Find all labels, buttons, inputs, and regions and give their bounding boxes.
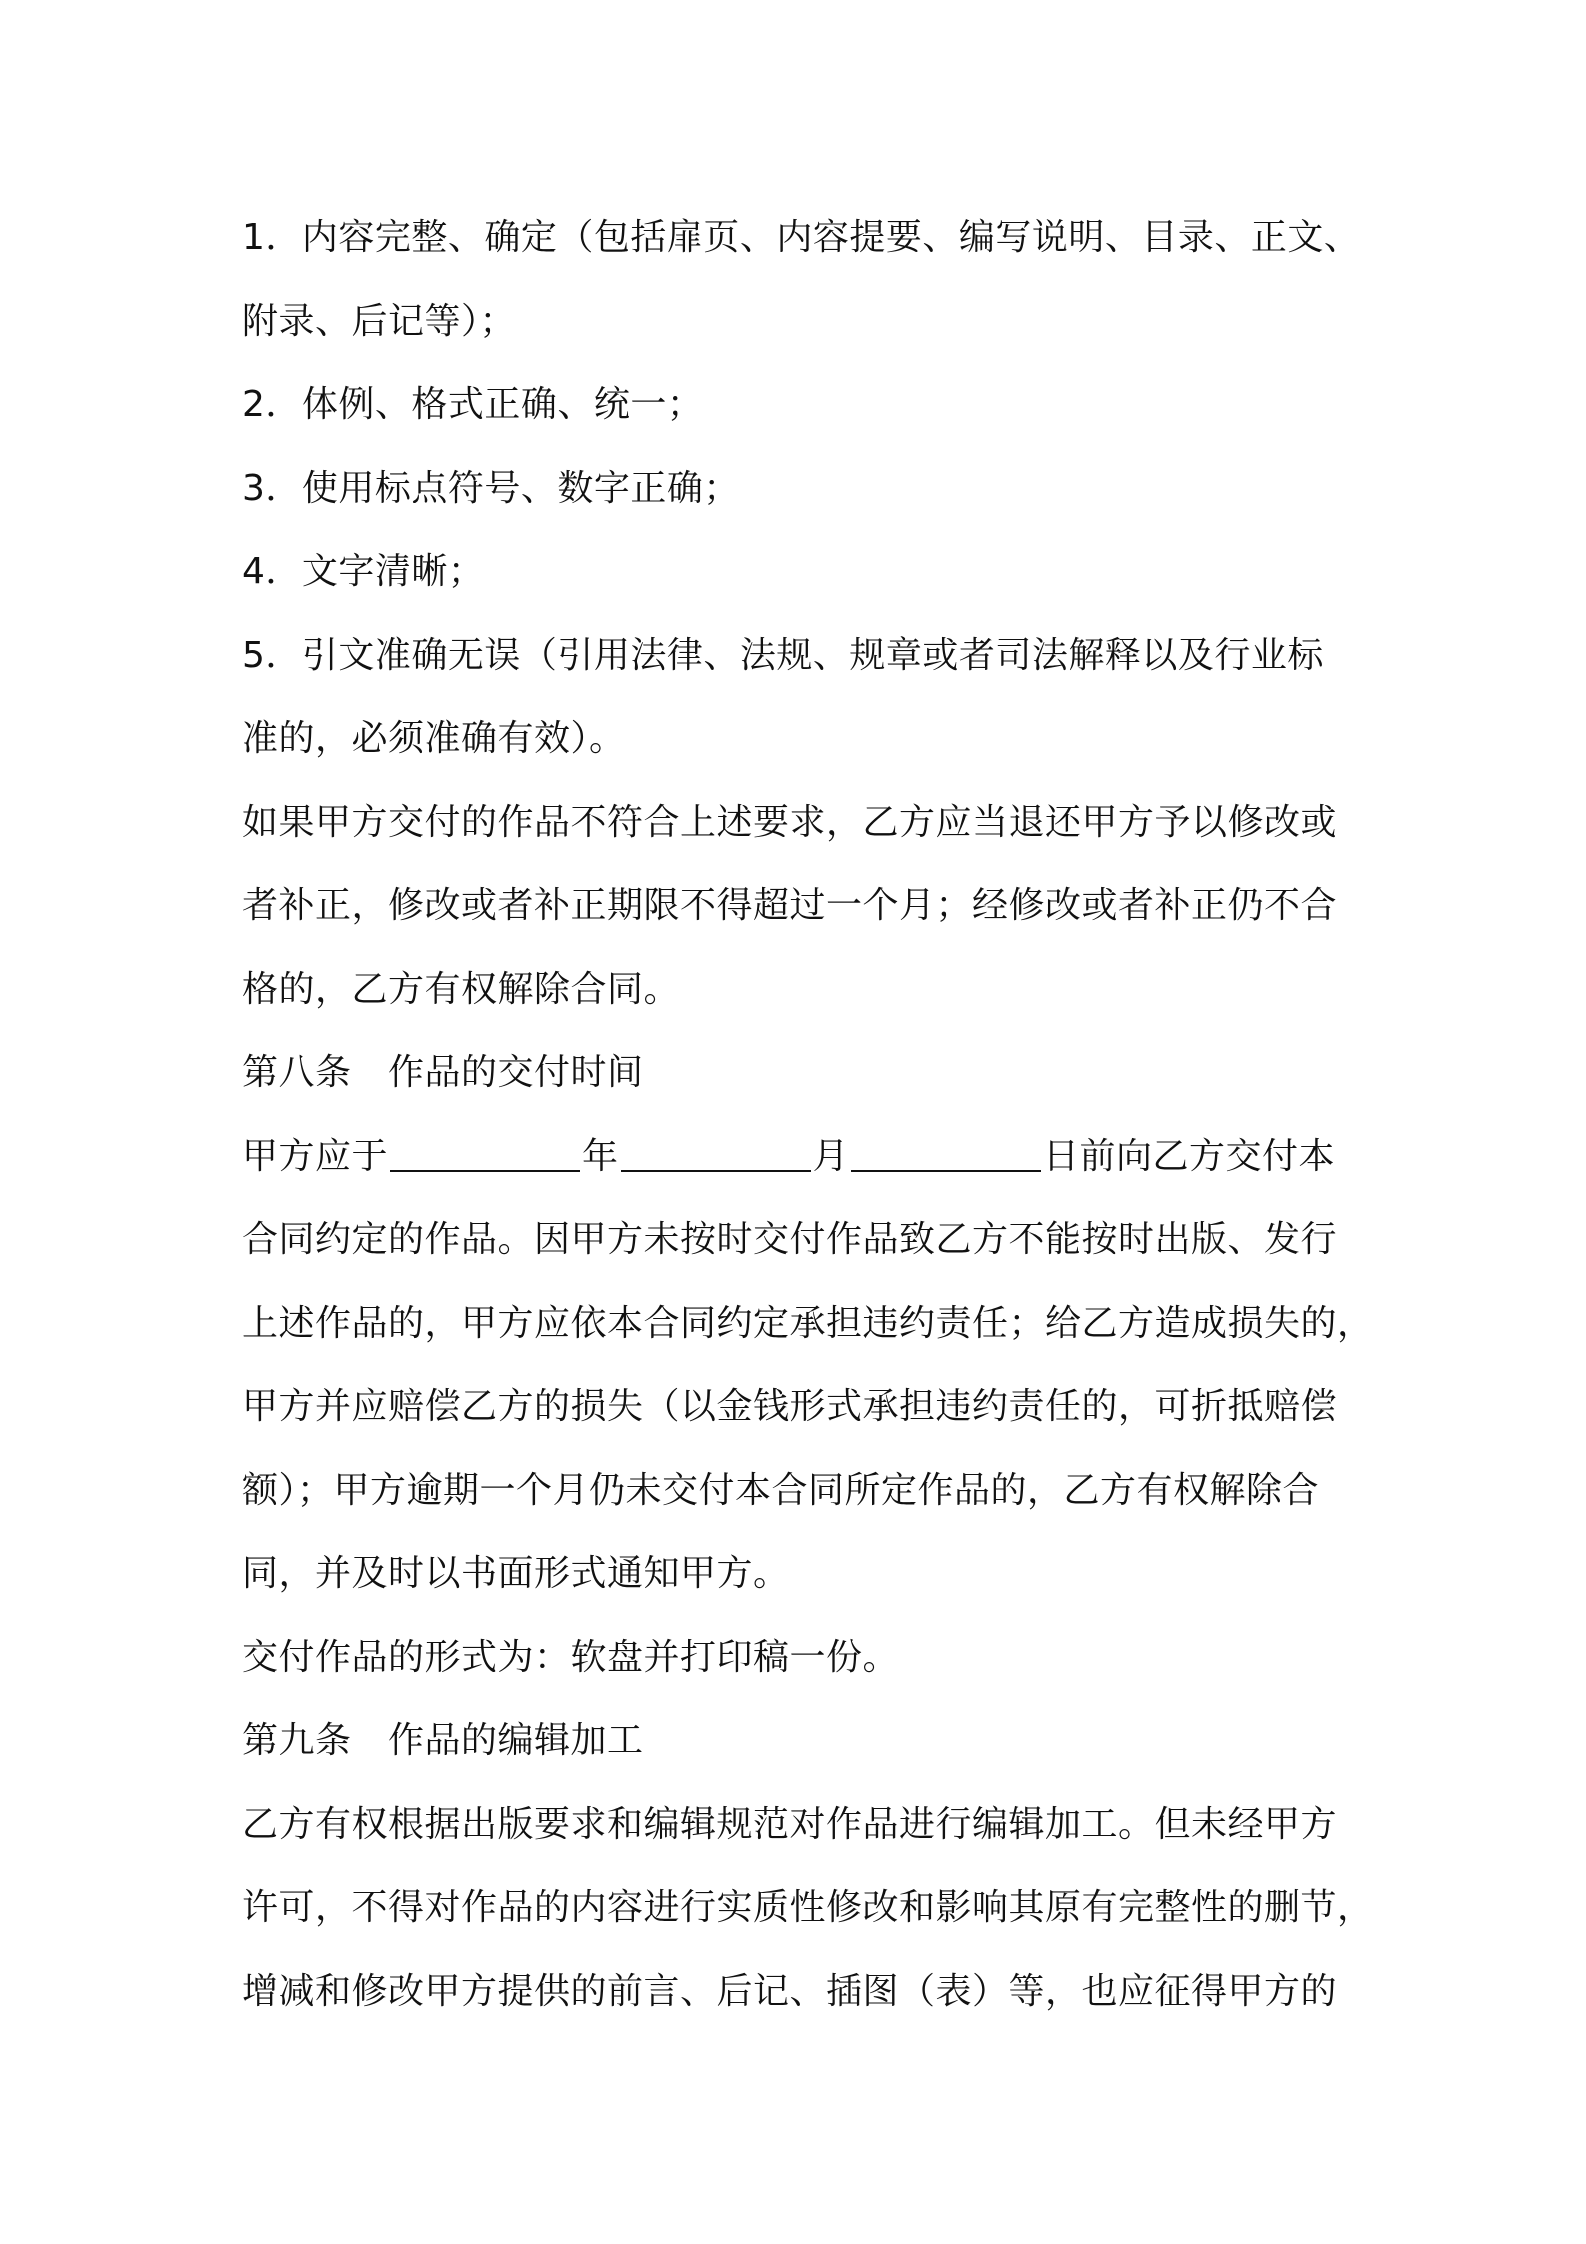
document-body [242,196,1374,2033]
day-blank [851,1136,1041,1172]
list-item-4: 4．文字清晰； [242,551,485,592]
delivery-date-line [242,1115,1362,1199]
list-item-1: 1．内容完整、确定（包括扉页、内容提要、编写说明、目录、正文、 [242,217,1361,258]
month-label: 月 [812,1135,850,1177]
paragraph-line: 许可，不得对作品的内容进行实质性修改和影响其原有完整性的删节， [242,1887,1374,1928]
section-heading-article-9: 第九条 作品的编辑加工 [242,1720,644,1761]
section-heading-article-8: 第八条 作品的交付时间 [242,1052,644,1093]
list-item-3: 3．使用标点符号、数字正确； [242,467,740,509]
year-blank [390,1136,580,1172]
delivery-form-line: 交付作品的形式为：软盘并打印稿一份。 [242,1636,900,1678]
delivery-prefix: 甲方应于 [242,1135,389,1177]
delivery-suffix: 日前向乙方交付本 [1043,1135,1336,1177]
month-blank [621,1136,811,1172]
paragraph-line: 上述作品的，甲方应依本合同约定承担违约责任；给乙方造成损失的， [242,1302,1374,1344]
year-label: 年 [582,1135,619,1177]
paragraph-line: 如果甲方交付的作品不符合上述要求，乙方应当退还甲方予以修改或 [242,801,1338,843]
paragraph-line: 格的，乙方有权解除合同。 [242,968,681,1010]
paragraph-line: 增减和修改甲方提供的前言、后记、插图（表）等，也应征得甲方的 [242,1970,1338,2012]
list-item-5: 5．引文准确无误（引用法律、法规、规章或者司法解释以及行业标 [242,634,1324,676]
list-item-5-continued: 准的，必须准确有效）。 [242,718,626,759]
list-item-1-continued: 附录、后记等）； [242,300,517,342]
paragraph-line: 甲方并应赔偿乙方的损失（以金钱形式承担违约责任的，可折抵赔偿 [242,1386,1338,1427]
paragraph-line: 同，并及时以书面形式通知甲方。 [242,1553,790,1594]
paragraph-line: 者补正，修改或者补正期限不得超过一个月；经修改或者补正仍不合 [242,885,1338,926]
paragraph-line: 合同约定的作品。因甲方未按时交付作品致乙方不能按时出版、发行 [242,1219,1338,1260]
paragraph-line: 额）；甲方逾期一个月仍未交付本合同所定作品的，乙方有权解除合 [242,1469,1320,1511]
paragraph-line: 乙方有权根据出版要求和编辑规范对作品进行编辑加工。但未经甲方 [242,1803,1338,1845]
list-item-2: 2．体例、格式正确、统一； [242,384,704,425]
